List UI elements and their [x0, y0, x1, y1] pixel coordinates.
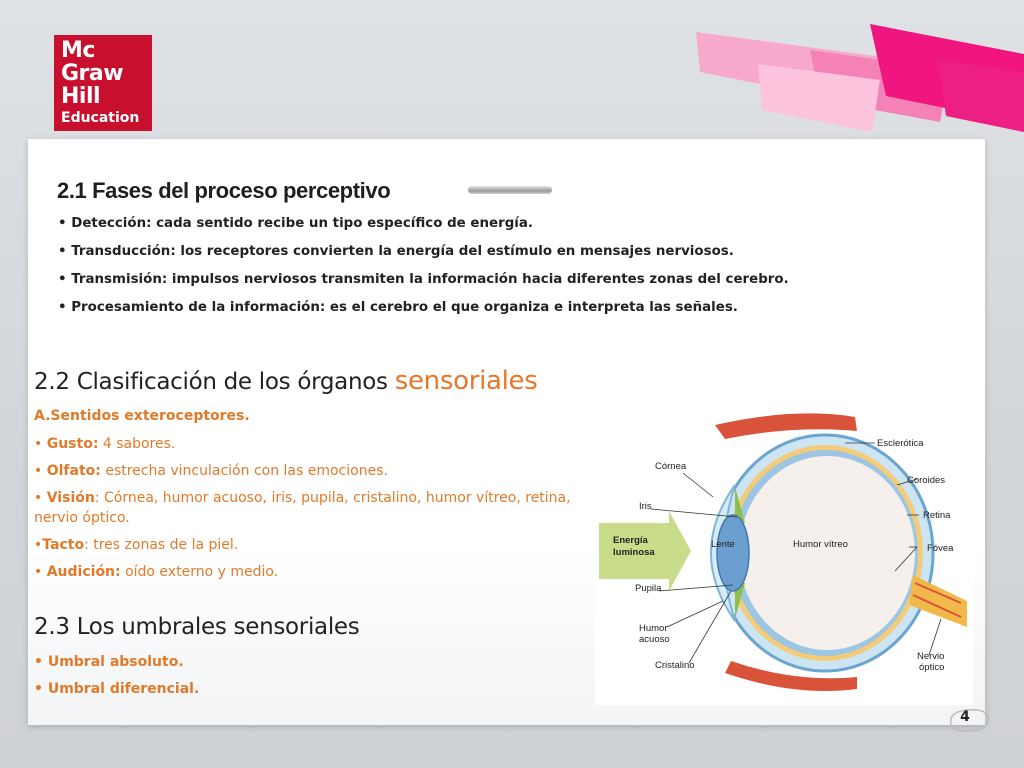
section-2-subtitle: A.Sentidos exteroceptores. [34, 408, 250, 424]
logo-line-mc: Mc [61, 38, 95, 63]
sense-label: Audición: [46, 564, 121, 580]
label-coroides: Coroides [907, 475, 946, 486]
threshold-item-absolute: • Umbral absoluto. [34, 654, 184, 670]
logo-line-graw: Graw [61, 61, 124, 86]
eye-anatomy-diagram [595, 405, 973, 705]
sense-text: 4 sabores. [98, 436, 176, 452]
sense-text: estrecha vinculación con las emociones. [100, 463, 388, 479]
label-acuoso: acuoso [639, 634, 670, 645]
section-1-title: 2.1 Fases del proceso perceptivo [57, 178, 391, 203]
lens [717, 515, 749, 591]
label-cristalino: Cristalino [655, 660, 695, 671]
label-cornea: Córnea [655, 461, 687, 472]
sense-item-vision [34, 488, 594, 528]
sense-item-gusto [34, 434, 594, 454]
decorative-ribbons [690, 20, 1024, 140]
label-optico: óptico [919, 662, 945, 673]
page-number: 4 [960, 709, 970, 725]
title-decoration-bar [468, 186, 552, 194]
label-energia: Energía [613, 535, 648, 546]
sense-bullet: • [34, 490, 47, 506]
phase-bullet-1: • Detección: cada sentido recibe un tipo específico de energía. [58, 216, 534, 231]
logo-line-hill: Hill [61, 84, 101, 109]
sense-bullet: • [34, 463, 47, 479]
section-2-title-main: 2.2 Clasificación de los órganos [34, 369, 395, 395]
phase-bullet-3: • Transmisión: impulsos nerviosos transmiten la información hacia diferentes zonas del cerebro. [58, 272, 789, 287]
sense-item-audicion [34, 562, 594, 582]
label-iris: Iris [639, 501, 652, 512]
label-retina: Retina [923, 510, 951, 521]
phase-bullet-4: • Procesamiento de la información: es el cerebro el que organiza e interpreta las señales. [58, 300, 738, 315]
label-lente: Lente [711, 539, 735, 550]
label-humor-vitreo: Humor vítreo [793, 539, 848, 550]
sense-label: Tacto [42, 537, 85, 553]
sense-label: Visión [46, 490, 95, 506]
sense-bullet: • [34, 537, 43, 553]
sense-item-tacto [34, 535, 594, 555]
vitreous-humor [739, 456, 915, 650]
label-nervio: Nervio [917, 651, 945, 662]
label-pupila: Pupila [635, 583, 662, 594]
mcgraw-hill-logo [54, 35, 152, 131]
sense-item-olfato [34, 461, 594, 481]
sense-text: oído externo y medio. [120, 564, 279, 580]
label-humor: Humor [639, 623, 668, 634]
sense-bullet: • [34, 436, 47, 452]
logo-line-education: Education [61, 110, 140, 126]
sense-text: : Córnea, humor acuoso, iris, pupila, cristalino, humor vítreo, retina, nervio óptico. [34, 490, 571, 526]
section-3-title: 2.3 Los umbrales sensoriales [34, 614, 360, 640]
label-esclerotica: Esclerótica [877, 438, 924, 449]
section-2-title-accent: sensoriales [394, 366, 538, 396]
threshold-item-differential: • Umbral diferencial. [34, 681, 200, 697]
sense-label: Olfato: [46, 463, 101, 479]
section-2-title [34, 366, 538, 396]
sense-text: : tres zonas de la piel. [84, 537, 239, 553]
phase-bullet-2: • Transducción: los receptores convierten la energía del estímulo en mensajes nerviosos. [58, 244, 734, 259]
label-luminosa: luminosa [613, 547, 655, 558]
page-number-badge [944, 705, 990, 733]
sense-bullet: • [34, 564, 47, 580]
label-fovea: Fóvea [927, 543, 954, 554]
sense-label: Gusto: [46, 436, 99, 452]
